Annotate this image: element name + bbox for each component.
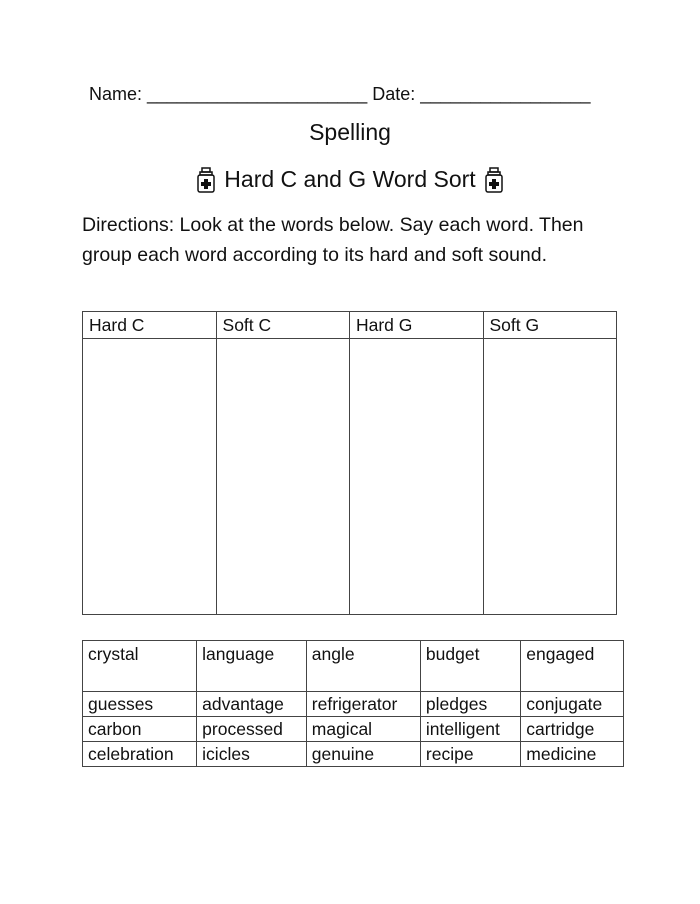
name-date-line: Name: ______________________ Date: _________________: [89, 84, 591, 104]
medicine-bottle-icon: [196, 167, 216, 193]
word-cell: medicine: [521, 742, 624, 767]
table-row: [83, 641, 624, 692]
table-row: [83, 742, 624, 767]
word-cell: carbon: [83, 717, 197, 742]
header-hard-c: Hard C: [83, 312, 217, 339]
word-cell: language: [197, 641, 307, 692]
header-hard-g: Hard G: [349, 312, 483, 339]
word-cell: recipe: [420, 742, 520, 767]
medicine-bottle-icon: [484, 167, 504, 193]
sort-table: [82, 311, 617, 615]
word-cell: pledges: [420, 692, 520, 717]
page-subtitle: [0, 166, 700, 193]
word-cell: advantage: [197, 692, 307, 717]
word-cell: genuine: [306, 742, 420, 767]
answer-cell-soft-c[interactable]: [216, 339, 349, 615]
word-cell: processed: [197, 717, 307, 742]
word-cell: celebration: [83, 742, 197, 767]
answer-cell-hard-g[interactable]: [349, 339, 483, 615]
answer-cell-soft-g[interactable]: [483, 339, 617, 615]
sort-table-answer-row: [83, 339, 617, 615]
word-cell: conjugate: [521, 692, 624, 717]
word-cell: engaged: [521, 641, 624, 692]
subtitle-text: Hard C and G Word Sort: [224, 166, 476, 192]
answer-cell-hard-c[interactable]: [83, 339, 217, 615]
sort-table-header-row: [83, 312, 617, 339]
word-cell: cartridge: [521, 717, 624, 742]
word-cell: magical: [306, 717, 420, 742]
word-bank-table: [82, 640, 624, 767]
header-soft-c: Soft C: [216, 312, 349, 339]
page-title: Spelling: [309, 119, 391, 145]
word-cell: intelligent: [420, 717, 520, 742]
word-cell: crystal: [83, 641, 197, 692]
table-row: [83, 717, 624, 742]
word-cell: icicles: [197, 742, 307, 767]
table-row: [83, 692, 624, 717]
word-cell: refrigerator: [306, 692, 420, 717]
header-soft-g: Soft G: [483, 312, 617, 339]
word-cell: angle: [306, 641, 420, 692]
word-cell: guesses: [83, 692, 197, 717]
word-cell: budget: [420, 641, 520, 692]
directions-text: Directions: Look at the words below. Say each word. Then group each word according to its hard and soft sound.: [82, 214, 584, 266]
